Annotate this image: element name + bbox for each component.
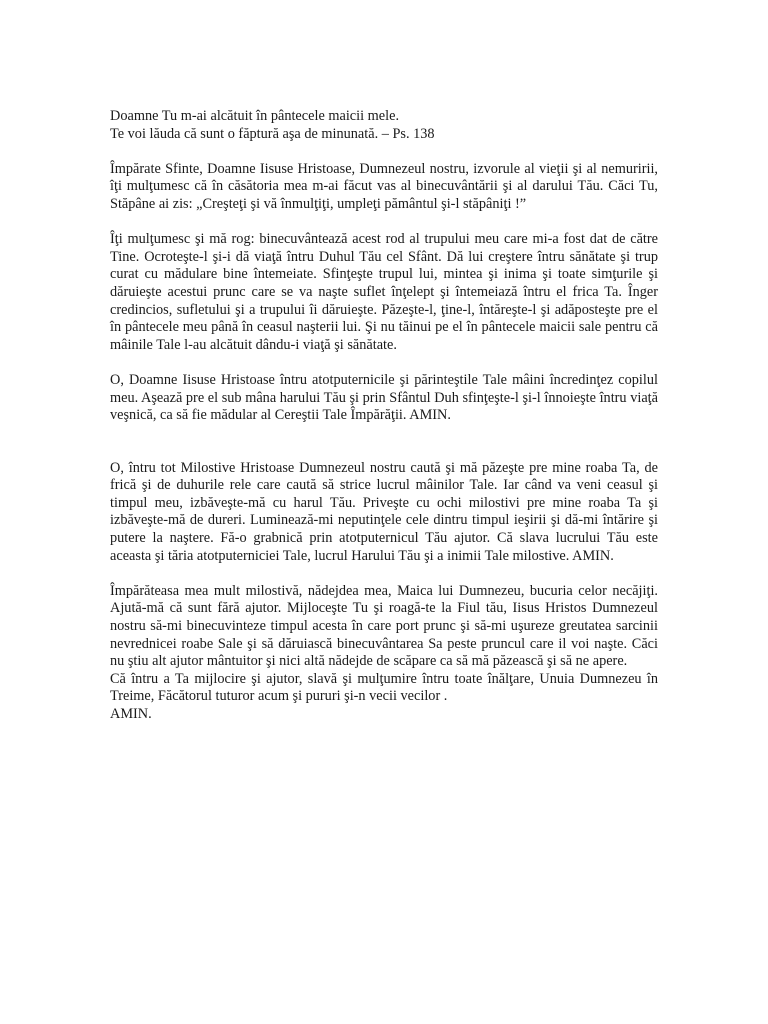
document-page <box>110 108 658 724</box>
paragraph-protection: O, întru tot Milostive Hristoase Dumnezeul nostru caută şi mă păzeşte pre mine roaba Ta, de frică şi de duhurile rele care caută să strice lucrul mâinilor Tale. Iar când va veni ceasul şi timpul meu, izbăveşte-mă cu harul Tău. Priveşte cu ochi milostivi pre mine roaba Ta şi izbăveşte-mă de dureri. Luminează-mi neputinţele cele dintru timpul ieşirii şi dă-mi întărire şi putere la naştere. Fă-o grabnică prin atotputernicul Tău ajutor. Că slava lucrului Tău este aceasta şi tăria atotputerniciei Tale, lucrul Harului Tău şi a inimii Tale milostive. AMIN. <box>110 459 658 564</box>
epigraph-line-2: Te voi lăuda că sunt o făptură aşa de minunată. – Ps. 138 <box>110 125 435 142</box>
paragraph-doxology: Că întru a Ta mijlocire şi ajutor, slavă şi mulţumire întru toate înălţare, Unuia Dumnezeu în Treime, Făcătorul tuturor acum şi pururi şi-n vecii vecilor . <box>110 670 658 705</box>
paragraph-blessing: Îţi mulţumesc şi mă rog: binecuvântează acest rod al trupului meu care mi-a fost dat de către Tine. Ocroteşte-l şi-i dă viaţă întru Duhul Tău cel Sfânt. Dă lui creştere întru sănătate şi trup curat cu mădulare bine întemeiate. Sfinţeşte trupul lui, mintea şi inima şi toate simţurile şi dăruieşte acestui prunc care se va naşte suflet înţelept şi întemeiază întru el frica Ta. Înger credincios, sufletului şi a trupului îi dăruieşte. Păzeşte-l, ţine-l, întăreşte-l şi adăposteşte pre el în pântecele meu până în ceasul naşterii lui. Şi nu tăinui pe el în pântecele maicii sale pentru că mâinile Tale l-au alcătuit dându-i viaţă şi sănătate. <box>110 231 658 353</box>
paragraph-theotokos: Împărăteasa mea mult milostivă, nădejdea mea, Maica lui Dumnezeu, bucuria celor necăjiţi. Ajută-mă că sunt fără ajutor. Mijloceşte Tu şi roagă-te la Fiul tău, Iisus Hristos Dumnezeul nostru să-mi binecuvinteze timpul acesta în care port prunc şi să-mi uşureze greutatea sarcinii nevrednicei roabe Sale şi să dăruiască binecuvântarea Sa peste pruncul care il voi naşte. Căci nu ştiu alt ajutor mântuitor şi nici altă nădejde de scăpare ca să mă păzească şi să ne apere. <box>110 582 658 670</box>
paragraph-thanksgiving: Împărate Sfinte, Doamne Iisuse Hristoase, Dumnezeul nostru, izvorule al vieţii şi al nemuririi, îţi mulţumesc că în căsătoria mea m-ai făcut vas al binecuvântării şi al darului Tău. Căci Tu, Stăpâne ai zis: „Creşteţi şi vă înmulţiţi, umpleţi pământul şi-l stăpâniţi !” <box>110 160 658 212</box>
paragraph-entrusting: O, Doamne Iisuse Hristoase întru atotputernicile şi părinteştile Tale mâini încredinţez copilul meu. Aşează pre el sub mâna harului Tău şi prin Sfântul Duh sfinţeşte-l şi-l înnoieşte întru viaţă veşnică, ca să fie mădular al Cereştii Tale Împărăţii. AMIN. <box>110 371 658 424</box>
epigraph-line-1: Doamne Tu m-ai alcătuit în pântecele maicii mele. <box>110 108 400 124</box>
closing-amen: AMIN. <box>110 706 152 722</box>
